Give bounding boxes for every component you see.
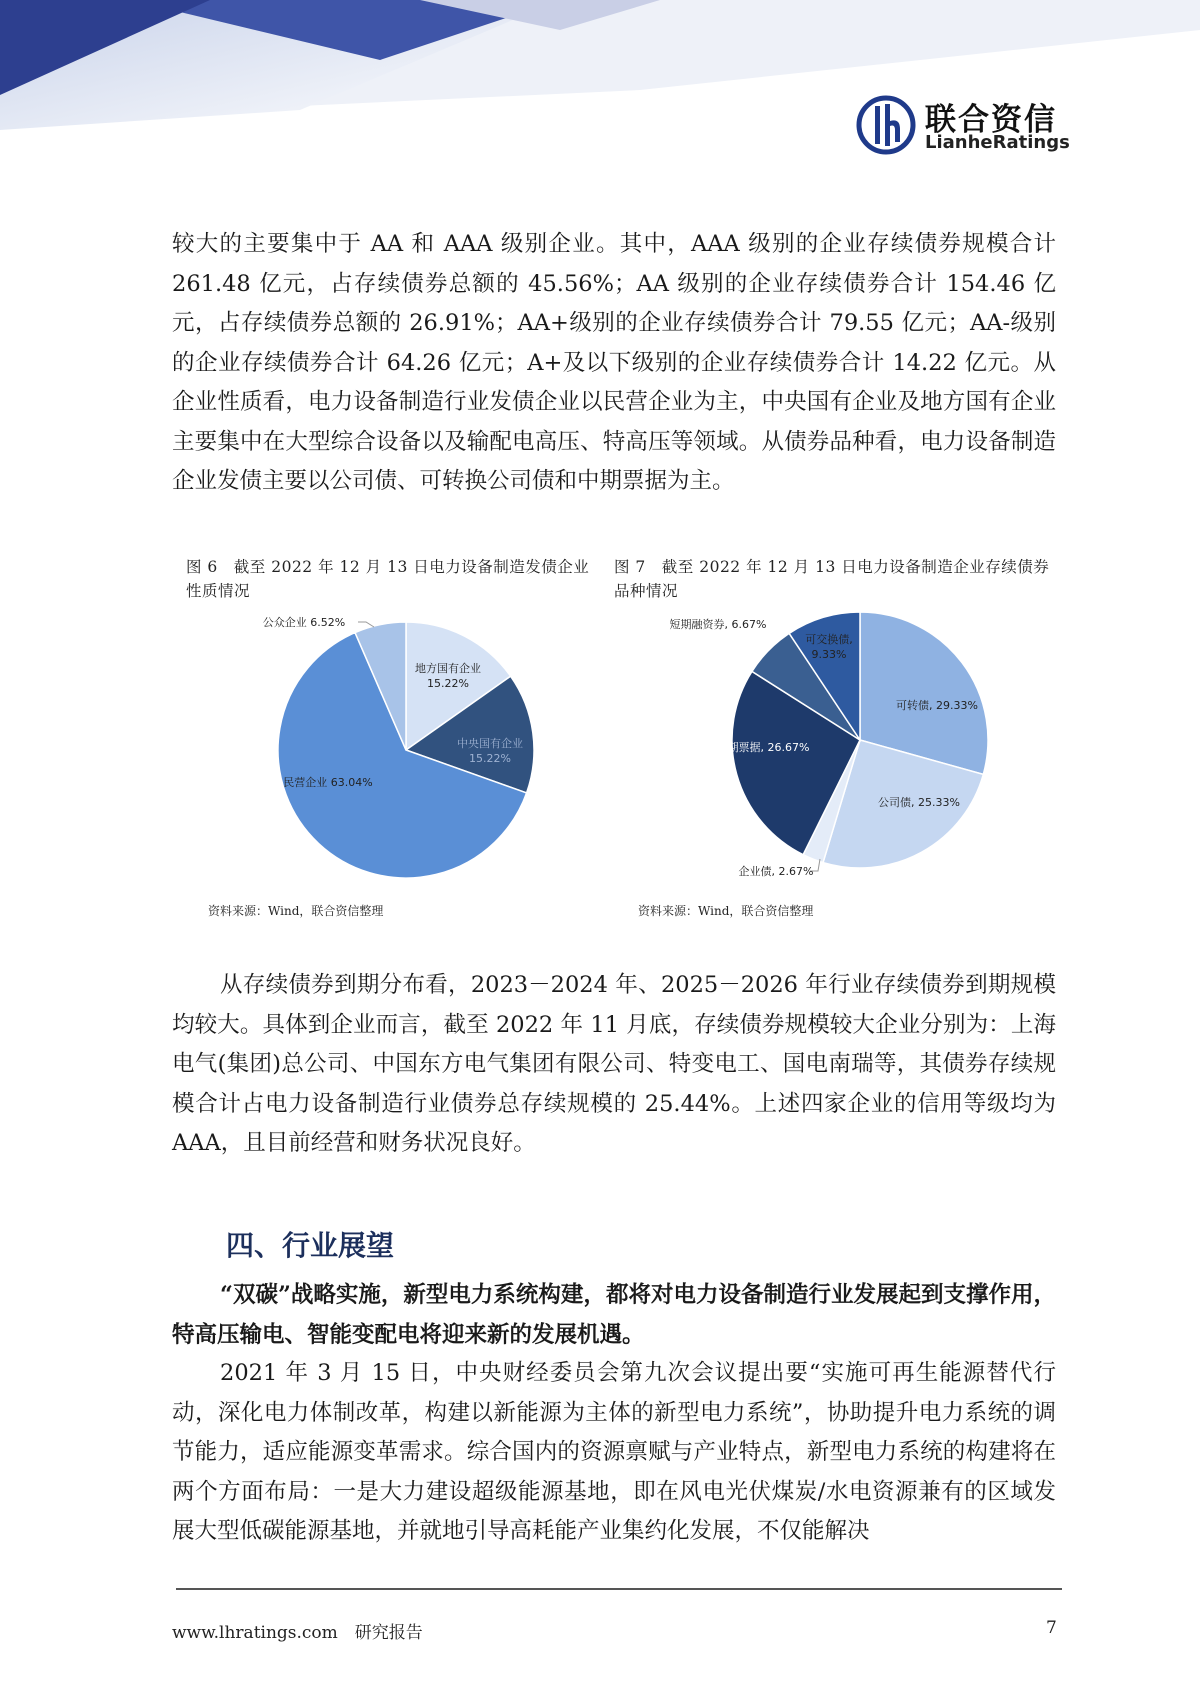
pie-label-3: 公众企业 6.52%	[262, 616, 346, 629]
company-logo	[855, 92, 1070, 162]
section-lead-paragraph: “双碳”战略实施，新型电力系统构建，都将对电力设备制造行业发展起到支撑作用，特高压输电、智能变配电将迎来新的发展机遇。	[172, 1282, 1056, 1348]
paragraph-bond-rating: 较大的主要集中于 AA 和 AAA 级别企业。其中，AAA 级别的企业存续债券规模合计 261.48 亿元，占存续债券总额的 45.56%；AA 级别的企业存续债券合计 154.46 亿元，占存续债券总额的 26.91%；AA+级别的企业存续债券合计 79.55 亿元；AA-级别的企业存续债券合计 64.26 亿元；A+及以下级别的企业存续债券合计 14.22 亿元。从企业性质看，电力设备制造行业发债企业以民营企业为主，中央国有企业及地方国有企业主要集中在大型综合设备以及输配电高压、特高压等领域。从债券品种看，电力设备制造企业发债主要以公司债、可转换公司债和中期票据为主。	[172, 231, 1056, 494]
fig7-pie-chart	[650, 605, 1050, 905]
pie-label-1-0: 中央国有企业	[457, 737, 523, 750]
fig6-pie-chart	[186, 605, 606, 905]
pie-label-5-1: 9.33%	[811, 648, 847, 661]
pie-label-1-1: 15.22%	[469, 752, 511, 765]
fig6-caption: 图 6 截至 2022 年 12 月 13 日电力设备制造发债企业性质情况	[186, 558, 590, 600]
lianhe-logo-icon	[855, 94, 917, 156]
logo-chinese-text: 联合资信	[925, 102, 1057, 138]
logo-english-text: LianheRatings	[925, 132, 1070, 153]
footer-site-text: www.lhratings.com 研究报告	[172, 1623, 423, 1643]
section-title-outlook: 四、行业展望	[226, 1229, 395, 1262]
pie-label-5-0: 可交换债,	[805, 633, 853, 646]
paragraph-maturity: 从存续债券到期分布看，2023－2024 年、2025－2026 年行业存续债券到期规模均较大。具体到企业而言，截至 2022 年 11 月底，存续债券规模较大企业分别为：上海电气(集团)总公司、中国东方电气集团有限公司、特变电工、国电南瑞等，其债券存续规模合计占电力设备制造行业债券总存续规模的 25.44%。上述四家企业的信用等级均为 AAA，且目前经营和财务状况良好。	[172, 972, 1056, 1156]
pie-label-0-0: 地方国有企业	[415, 662, 481, 675]
paragraph-policy: 2021 年 3 月 15 日，中央财经委员会第九次会议提出要“实施可再生能源替代行动，深化电力体制改革，构建以新能源为主体的新型电力系统”，协助提升电力系统的调节能力，适应能源变革需求。综合国内的资源禀赋与产业特点，新型电力系统的构建将在两个方面布局：一是大力建设超级能源基地，即在风电光伏煤炭/水电资源兼有的区域发展大型低碳能源基地，并就地引导高耗能产业集约化发展，不仅能解决	[172, 1360, 1056, 1544]
pie-label-2: 民营企业 63.04%	[283, 776, 373, 789]
fig7-source: 资料来源：Wind，联合资信整理	[638, 904, 814, 918]
pie-label-0-1: 15.22%	[427, 677, 469, 690]
pie-label-0: 可转债, 29.33%	[896, 699, 978, 712]
fig7-caption: 图 7 截至 2022 年 12 月 13 日电力设备制造企业存续债券品种情况	[614, 558, 1050, 600]
pie-label-2: 企业债, 2.67%	[738, 865, 814, 878]
pie-label-1: 公司债, 25.33%	[878, 796, 960, 809]
pie-label-3: 中期票据, 26.67%	[716, 741, 810, 754]
fig6-source: 资料来源：Wind，联合资信整理	[208, 904, 384, 918]
pie-label-4: 短期融资券, 6.67%	[669, 618, 767, 631]
page-number: 7	[1046, 1618, 1057, 1638]
footer-divider	[176, 1588, 1062, 1590]
